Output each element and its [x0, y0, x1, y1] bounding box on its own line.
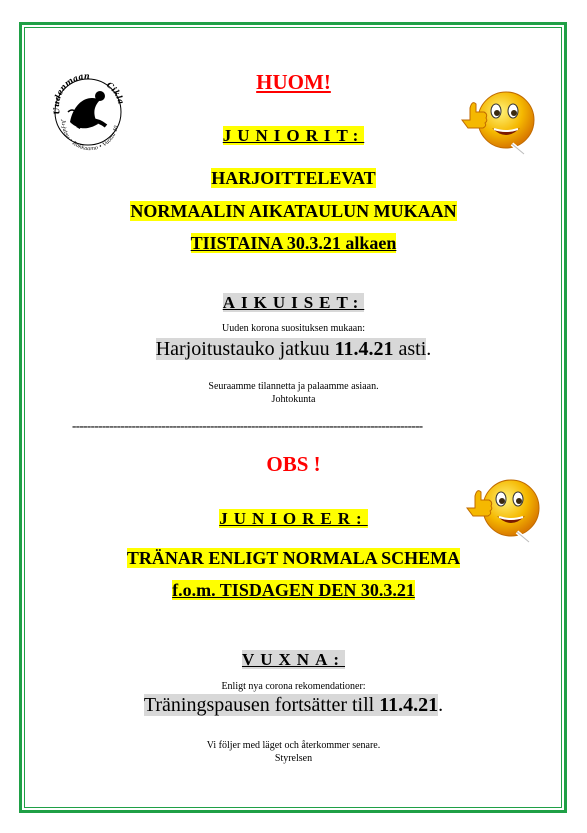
- swedish-heading: OBS !: [266, 452, 321, 476]
- svg-text:Uudenmaan: Uudenmaan: [50, 72, 90, 116]
- section-divider: ----------------------------------------------------------------------------------------------: [72, 418, 423, 433]
- swedish-adults-label: VUXNA:: [241, 650, 346, 669]
- thumbs-up-smiley-icon: [456, 86, 538, 158]
- swedish-juniors-line-1: TRÄNAR ENLIGT NORMALA SCHEMA: [126, 548, 461, 568]
- finnish-adults-intro: Uuden korona suosituksen mukaan:: [221, 323, 366, 334]
- svg-text:Cikla: Cikla: [104, 79, 127, 106]
- finnish-adults-pause: Harjoitustauko jatkuu 11.4.21 asti.: [155, 338, 432, 360]
- finnish-juniors-line-2: NORMAALIN AIKATAULUN MUKAAN: [130, 201, 457, 221]
- swedish-juniors-line-2: f.o.m. TISDAGEN DEN 30.3.21: [172, 580, 415, 600]
- svg-text:Ju-jutsu • Rokkaamo • Vuotta 4: Ju-jutsu • Rokkaamo • Vuotta 40: [59, 119, 120, 152]
- finnish-juniors-label: JUNIORIT:: [222, 126, 365, 145]
- swedish-adults-pause: Träningspausen fortsätter till 11.4.21.: [143, 694, 444, 716]
- finnish-juniors-line-1: HARJOITTELEVAT: [211, 168, 376, 188]
- swedish-followup: Vi följer med läget och återkommer senare.: [206, 740, 381, 751]
- swedish-signature: Styrelsen: [274, 753, 313, 764]
- finnish-pause-highlight: Harjoitustauko jatkuu 11.4.21 asti: [155, 338, 427, 360]
- finnish-juniors-line-3: TIISTAINA 30.3.21 alkaen: [190, 233, 397, 253]
- swedish-pause-highlight: Träningspausen fortsätter till 11.4.21: [143, 694, 439, 716]
- finnish-heading: HUOM!: [256, 70, 331, 94]
- finnish-signature: Johtokunta: [271, 394, 316, 405]
- swedish-juniors-label: JUNIORER:: [219, 509, 368, 528]
- finnish-adults-label: AIKUISET:: [222, 293, 365, 312]
- finnish-followup: Seuraamme tilannetta ja palaamme asiaan.: [208, 381, 379, 392]
- swedish-adults-intro: Enligt nya corona rekomendationer:: [221, 681, 366, 692]
